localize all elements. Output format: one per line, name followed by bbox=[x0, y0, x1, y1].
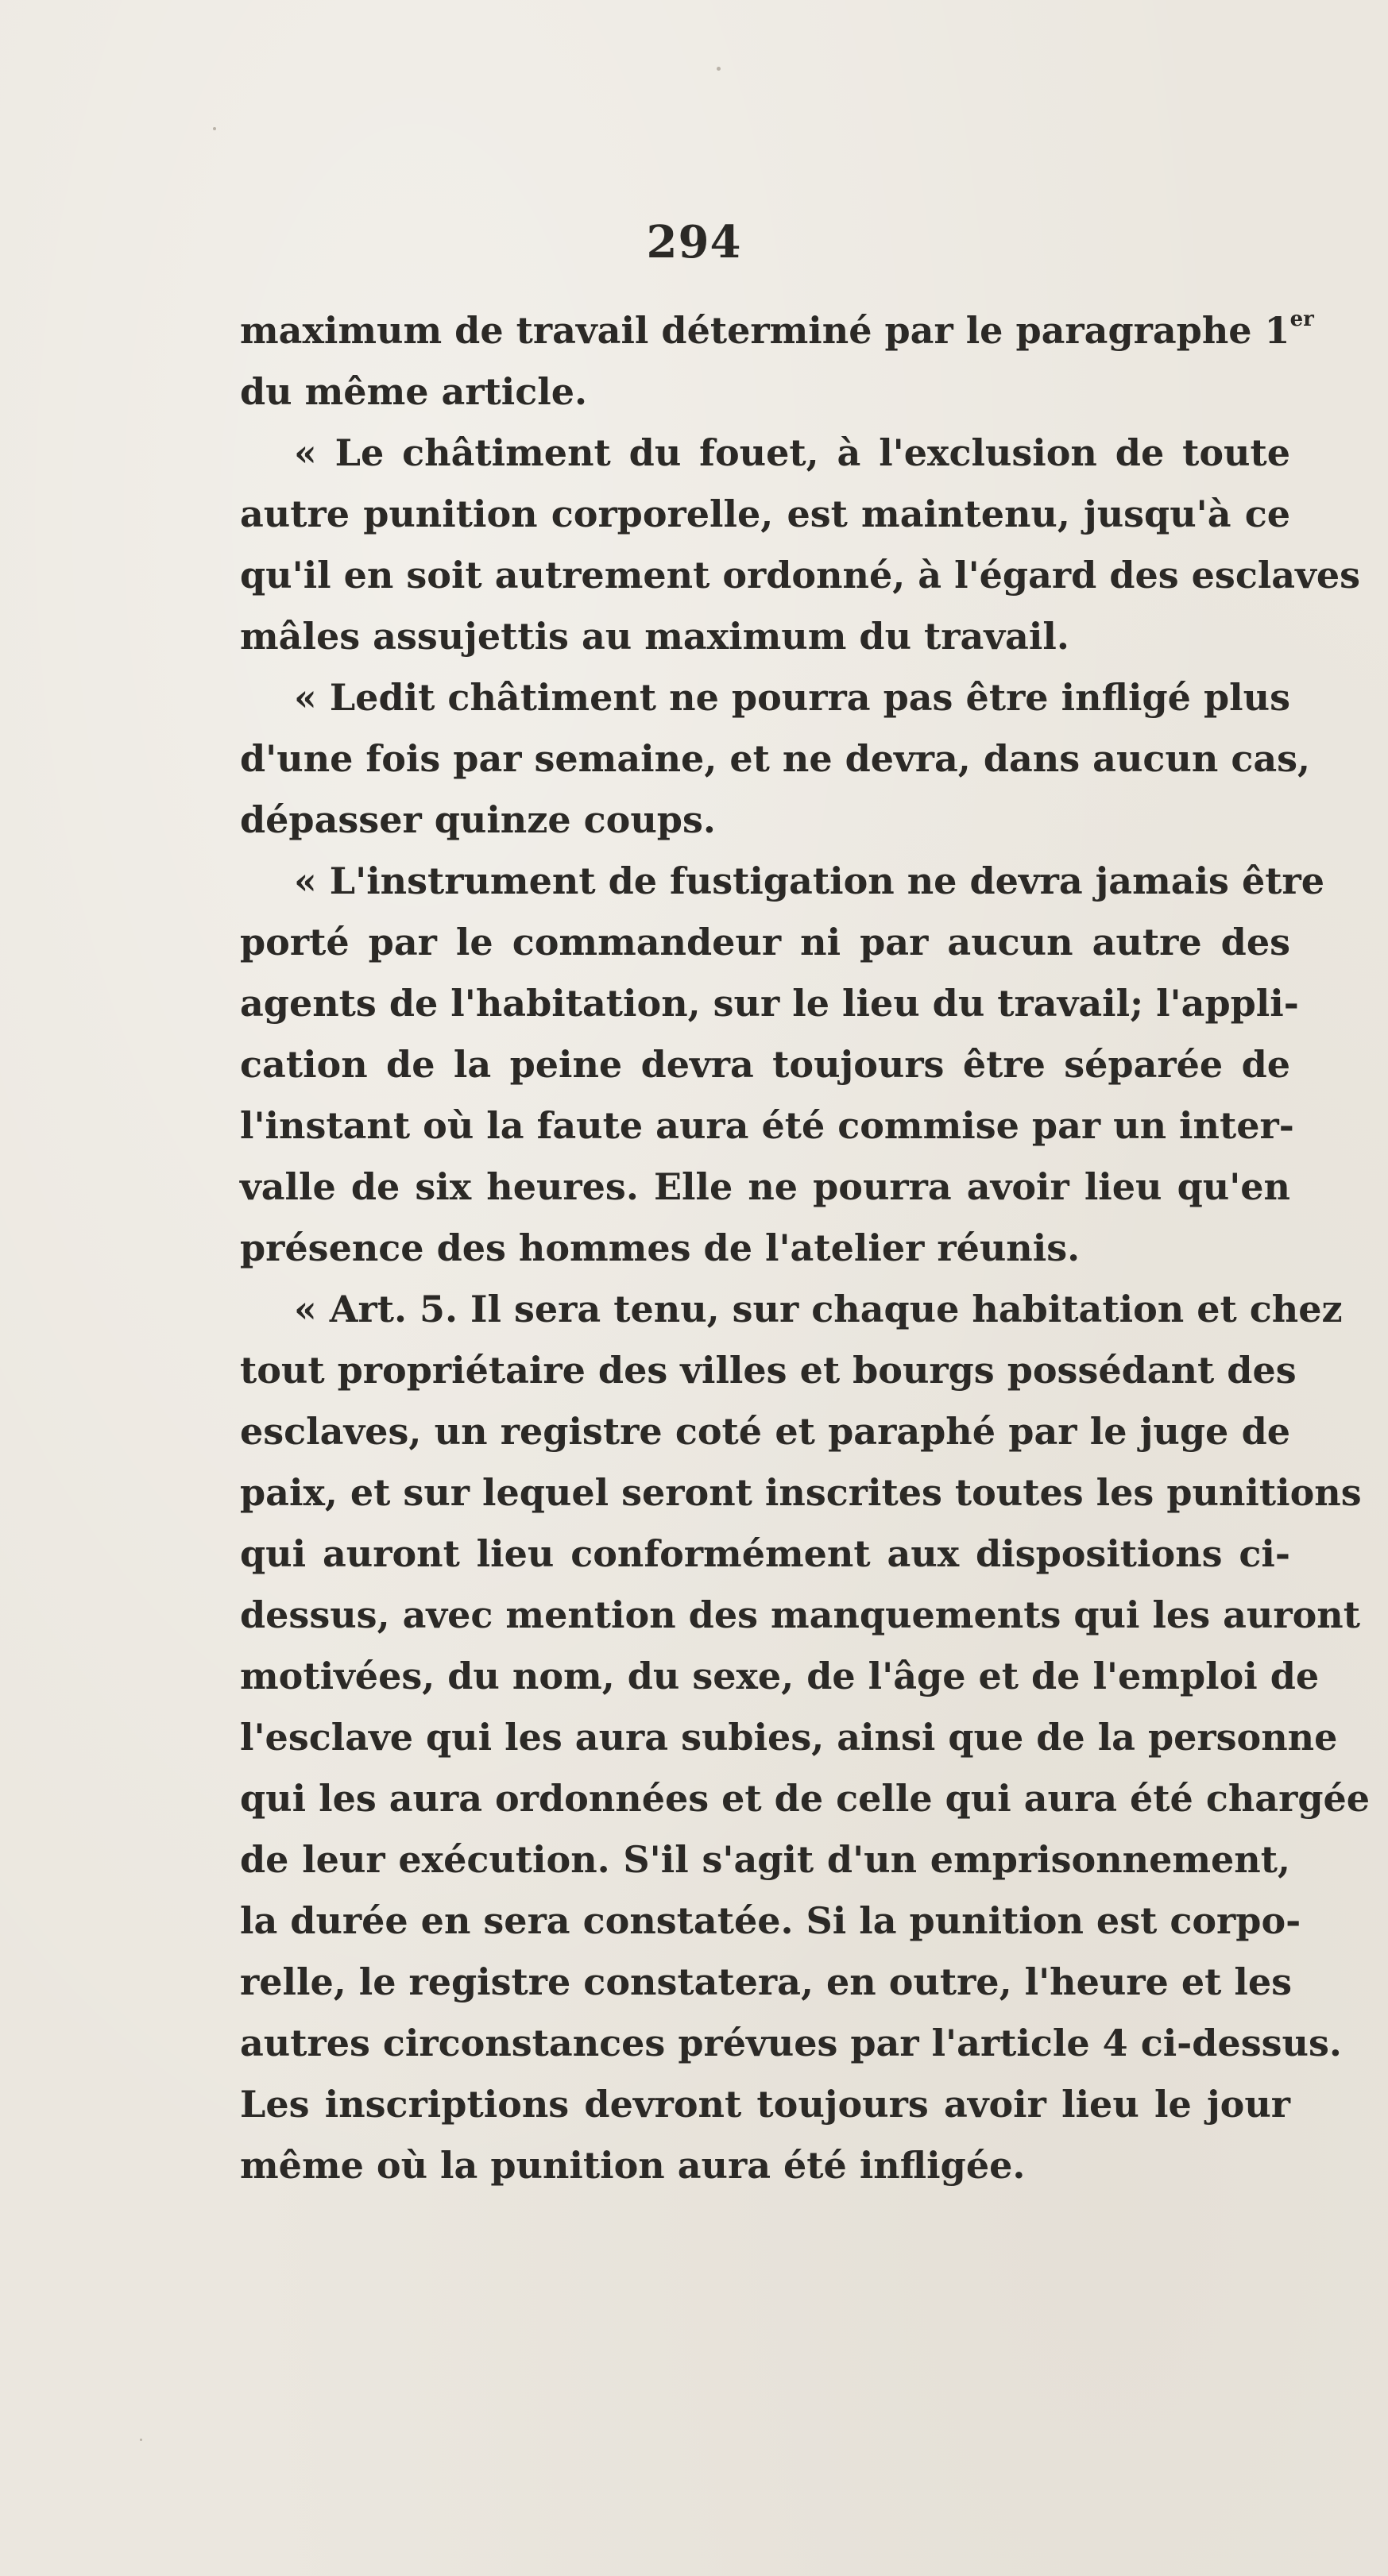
text-line: Les inscriptions devront toujours avoir lieu le jour bbox=[240, 2083, 1290, 2126]
text-line: qui les aura ordonnées et de celle qui aura été chargée bbox=[240, 1777, 1371, 1820]
text-line bbox=[240, 300, 1314, 361]
text-line: dépasser quinze coups. bbox=[240, 798, 716, 841]
text-line: motivées, du nom, du sexe, de l'âge et de l'emploi de bbox=[240, 1655, 1320, 1697]
text-line: relle, le registre constatera, en outre, l'heure et les bbox=[240, 1960, 1293, 2003]
text-line: esclaves, un registre coté et paraphé par le juge de bbox=[240, 1410, 1290, 1453]
text-line: du même article. bbox=[240, 370, 588, 413]
paper-speck bbox=[717, 67, 721, 71]
text-line: présence des hommes de l'atelier réunis. bbox=[240, 1226, 1081, 1269]
text-line: autres circonstances prévues par l'article 4 ci-dessus. bbox=[240, 2022, 1342, 2064]
text-line: valle de six heures. Elle ne pourra avoir lieu qu'en bbox=[240, 1165, 1290, 1208]
superscript: er bbox=[1289, 307, 1314, 331]
text-line: l'esclave qui les aura subies, ainsi que de la personne bbox=[240, 1716, 1338, 1759]
text-line: dessus, avec mention des manquements qui les auront bbox=[240, 1593, 1360, 1636]
paper-speck bbox=[140, 2439, 142, 2441]
text-line: cation de la peine devra toujours être séparée de bbox=[240, 1043, 1290, 1086]
text-line: d'une fois par semaine, et ne devra, dans aucun cas, bbox=[240, 737, 1311, 780]
text-line: qui auront lieu conformément aux dispositions ci- bbox=[240, 1532, 1290, 1575]
text-line-content: maximum de travail déterminé par le paragraphe 1 bbox=[240, 309, 1290, 352]
text-line: mâles assujettis au maximum du travail. bbox=[240, 615, 1069, 658]
text-line: « Le châtiment du fouet, à l'exclusion de toute bbox=[294, 431, 1290, 474]
text-line: l'instant où la faute aura été commise par un inter- bbox=[240, 1104, 1294, 1147]
page-number: 294 bbox=[646, 216, 742, 268]
text-line: porté par le commandeur ni par aucun autre des bbox=[240, 921, 1290, 964]
text-line: agents de l'habitation, sur le lieu du travail; l'appli- bbox=[240, 982, 1299, 1025]
text-line: qu'il en soit autrement ordonné, à l'égard des esclaves bbox=[240, 554, 1361, 597]
text-line: la durée en sera constatée. Si la punition est corpo- bbox=[240, 1899, 1301, 1942]
text-line: « Art. 5. Il sera tenu, sur chaque habitation et chez bbox=[294, 1288, 1343, 1330]
text-line: même où la punition aura été infligée. bbox=[240, 2144, 1026, 2187]
text-line: de leur exécution. S'il s'agit d'un emprisonnement, bbox=[240, 1838, 1290, 1881]
paper-speck bbox=[213, 127, 216, 130]
text-line: autre punition corporelle, est maintenu, jusqu'à ce bbox=[240, 492, 1290, 535]
text-line: paix, et sur lequel seront inscrites toutes les punitions bbox=[240, 1471, 1362, 1514]
text-line: « L'instrument de fustigation ne devra jamais être bbox=[294, 859, 1324, 902]
body-text bbox=[240, 300, 1371, 2196]
text-line: « Ledit châtiment ne pourra pas être infligé plus bbox=[294, 676, 1290, 719]
text-line: tout propriétaire des villes et bourgs possédant des bbox=[240, 1349, 1297, 1392]
